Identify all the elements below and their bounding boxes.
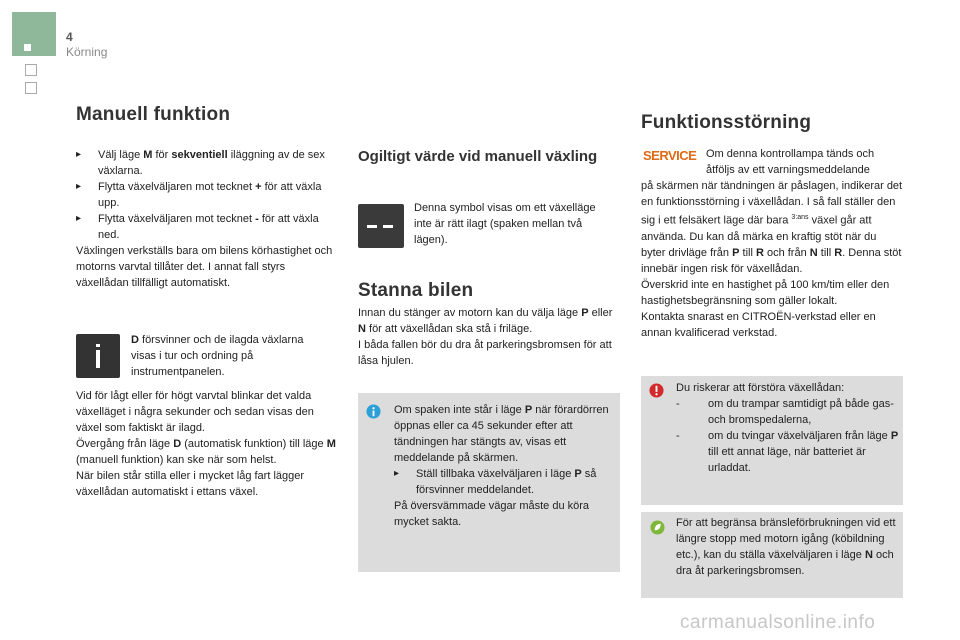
chapter-tab xyxy=(12,12,56,56)
warning-item: - om du tvingar växelväljaren från läge P till ett annat läge, när batteriet är urladdat. xyxy=(676,430,899,474)
fault-title: Funktionsstörning xyxy=(641,112,812,133)
info-icon xyxy=(366,404,381,419)
manual-title: Manuell funktion xyxy=(76,104,231,125)
watermark: carmanualsonline.info xyxy=(680,612,876,633)
eco-box-text: För att begränsa bränsleförbrukningen vid ett längre stopp med motorn igång (köbildning etc.), kan du ställa växelväljaren i läge N och dra åt parkeringsbromsen. xyxy=(676,517,896,577)
outline-square xyxy=(25,82,37,94)
bullet-shift-down: ▸ Flytta växelväljaren mot tecknet - för att växla ned. xyxy=(76,213,319,241)
warning-box-text: Du riskerar att förstöra växellådan: - om du trampar samtidigt på både gas- och bromspedalerna, - om du tvingar växelväljaren från läge P till ett annat läge, när batteriet är urladdat. xyxy=(676,382,899,474)
service-warning-icon: SERVICE xyxy=(643,148,697,163)
info-bullet: ▸ Ställ tillbaka växelväljaren i läge P så försvinner meddelandet. xyxy=(394,468,597,496)
arrow-bullet-icon: ▸ xyxy=(76,213,82,224)
bullet-shift-up: ▸ Flytta växelväljaren mot tecknet + för att växla upp. xyxy=(76,181,322,209)
tab-dot xyxy=(24,44,31,51)
stop-title: Stanna bilen xyxy=(358,280,474,301)
arrow-bullet-icon: ▸ xyxy=(394,468,400,479)
chapter-number: 4 xyxy=(66,30,73,44)
warning-icon xyxy=(649,383,664,398)
arrow-bullet-icon: ▸ xyxy=(76,149,82,160)
manual-body xyxy=(76,147,338,291)
fault-body: på skärmen när tändningen är påslagen, indikerar det en funktionsstörning i växellådan. I så fall ställer den sig i ett felsäkert läge där bara $^{3:ans}$ växel går att använda. Du kan då märka en kraftig stöt när du byter drivläge från P till R och från N till R. Denna stöt innebär ingen risk för växellådan. Överskrid inte en hastighet på 100 km/tim eller den hastighetsbegränsning som gäller lokalt. Kontakta snarast en CITROËN-verkstad eller en annan kvalificerad verkstad. xyxy=(641,180,903,339)
shift-conditions-text: Växlingen verkställs bara om bilens körhastighet och motorns varvtal tillåter det. I annat fall styrs växellådan tillfälligt automatiskt. xyxy=(76,245,333,289)
invalid-text: Denna symbol visas om ett växelläge inte är rätt ilagt (spaken mellan två lägen). xyxy=(414,202,596,246)
gear-display-icon xyxy=(76,334,120,378)
bullet-select-m: ▸ Välj läge M för sekventiell iläggning av de sex växlarna. xyxy=(76,149,325,177)
standstill-text: När bilen står stilla eller i mycket låg fart lägger växellådan automatiskt i ettans växel. xyxy=(76,470,305,498)
warning-item: - om du trampar samtidigt på både gas- och bromspedalerna, xyxy=(676,398,894,426)
outline-square xyxy=(25,64,37,76)
arrow-bullet-icon: ▸ xyxy=(76,181,82,192)
chapter-name: Körning xyxy=(66,45,108,59)
rpm-blink-text: Vid för lågt eller för högt varvtal blinkar det valda växelläget i några sekunder och sedan visas den växel som faktiskt är ilagd. xyxy=(76,390,314,434)
mode-switch-text: Övergång från läge D (automatisk funktion) till läge M (manuell funktion) kan ske när som helst. xyxy=(76,438,336,466)
invalid-title: Ogiltigt värde vid manuell växling xyxy=(358,148,598,165)
fault-intro: Om denna kontrollampa tänds och åtföljs av ett varningsmeddelande xyxy=(706,148,875,176)
d-disappears-text: D försvinner och de ilagda växlarna visas i tur och ordning på instrumentpanelen. xyxy=(131,334,304,378)
manual-body-2 xyxy=(76,388,338,500)
info-box-text: Om spaken inte står i läge P när förardörren öppnas eller ca 45 sekunder efter att tändningen har stängts av, visas ett meddelande på skärmen. ▸ Ställ tillbaka växelväljaren i läge P så försvinner meddelandet. På översvämmade vägar måste du köra mycket sakta. xyxy=(394,402,616,530)
leaf-icon xyxy=(650,520,665,535)
invalid-gear-icon xyxy=(358,204,404,248)
stop-body: Innan du stänger av motorn kan du välja läge P eller N för att växellådan ska stå i friläge. I båda fallen bör du dra åt parkeringsbromsen för att låsa hjulen. xyxy=(358,307,613,367)
